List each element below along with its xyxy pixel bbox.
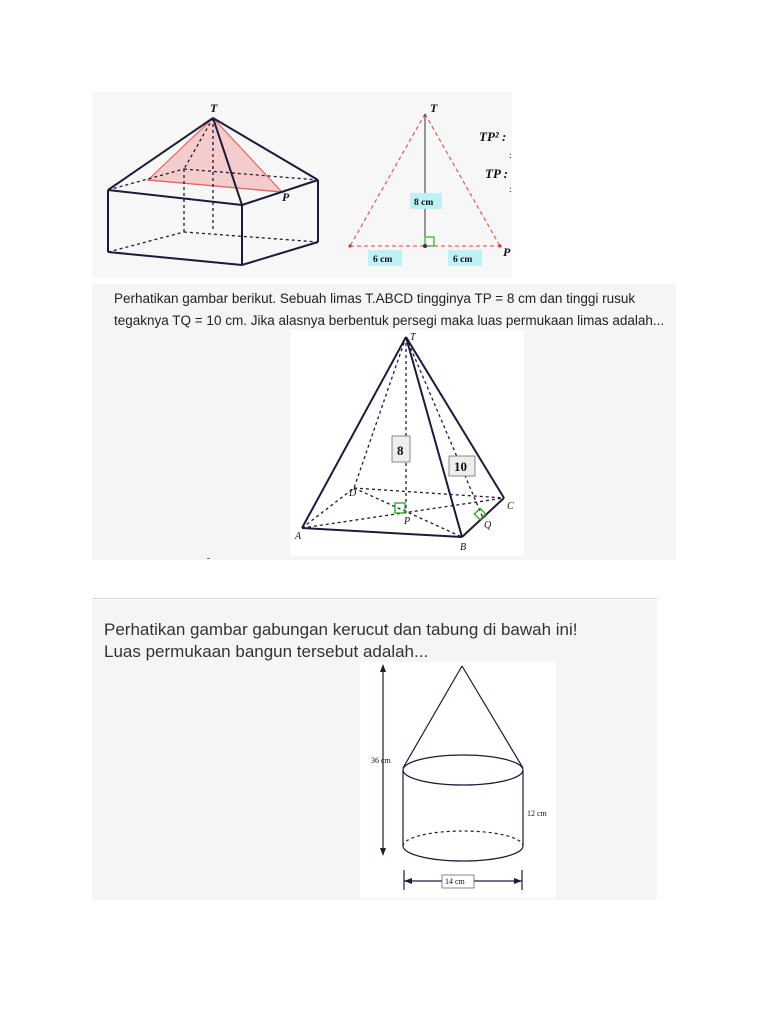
vertex-B-label: B (460, 542, 467, 553)
equation-TP-squared: TP² : (479, 129, 507, 144)
question2-text-line2: tegaknya TQ = 10 cm. Jika alasnya berbentuk persegi maka luas permukaan limas adalah... (114, 313, 665, 328)
figure1-panel (92, 92, 512, 278)
vertex-A-label: A (295, 531, 302, 542)
question3-panel (92, 600, 657, 900)
point-P-label: P (404, 516, 411, 527)
question2-text-line1: Perhatikan gambar berikut. Sebuah limas T.ABCD tingginya TP = 8 cm dan tinggi rusuk (114, 291, 636, 306)
label-T-right: T (430, 101, 438, 115)
equation-TP-squared-cont: : (509, 150, 512, 160)
vertex-T-label: T (410, 332, 416, 343)
label-P-left: P (282, 190, 290, 204)
question2-panel (92, 284, 676, 560)
label-T-left: T (210, 101, 218, 115)
equation-TP-cont: : (509, 184, 512, 194)
figure1-svg (92, 92, 512, 278)
cross-section-triangle (148, 118, 282, 192)
cylinder-height-label: 12 cm (527, 809, 547, 818)
pyramid-TABCD-figure (92, 284, 676, 560)
section-divider (92, 598, 657, 599)
point-Q-label: Q (484, 520, 492, 531)
vertex-C-label: C (507, 501, 514, 512)
cone-cylinder-figure (92, 600, 657, 900)
diameter-label: 14 cm (445, 877, 465, 886)
height-8cm-label: 8 cm (414, 198, 434, 208)
equation-TP: TP : (485, 166, 508, 181)
base-right-6cm-label: 6 cm (453, 255, 473, 265)
question3-text-line1: Perhatikan gambar gabungan kerucut dan tabung di bawah ini! (104, 620, 578, 639)
vertex-D-label: D (349, 488, 357, 499)
total-height-label: 36 cm (371, 756, 391, 765)
slant-value: 10 (454, 459, 467, 474)
figure-background (360, 662, 556, 898)
stray-mark (207, 558, 210, 559)
label-P-right: P (503, 245, 511, 259)
question3-text-line2: Luas permukaan bangun tersebut adalah... (104, 642, 429, 661)
base-left-6cm-label: 6 cm (373, 255, 393, 265)
height-value: 8 (397, 443, 404, 458)
